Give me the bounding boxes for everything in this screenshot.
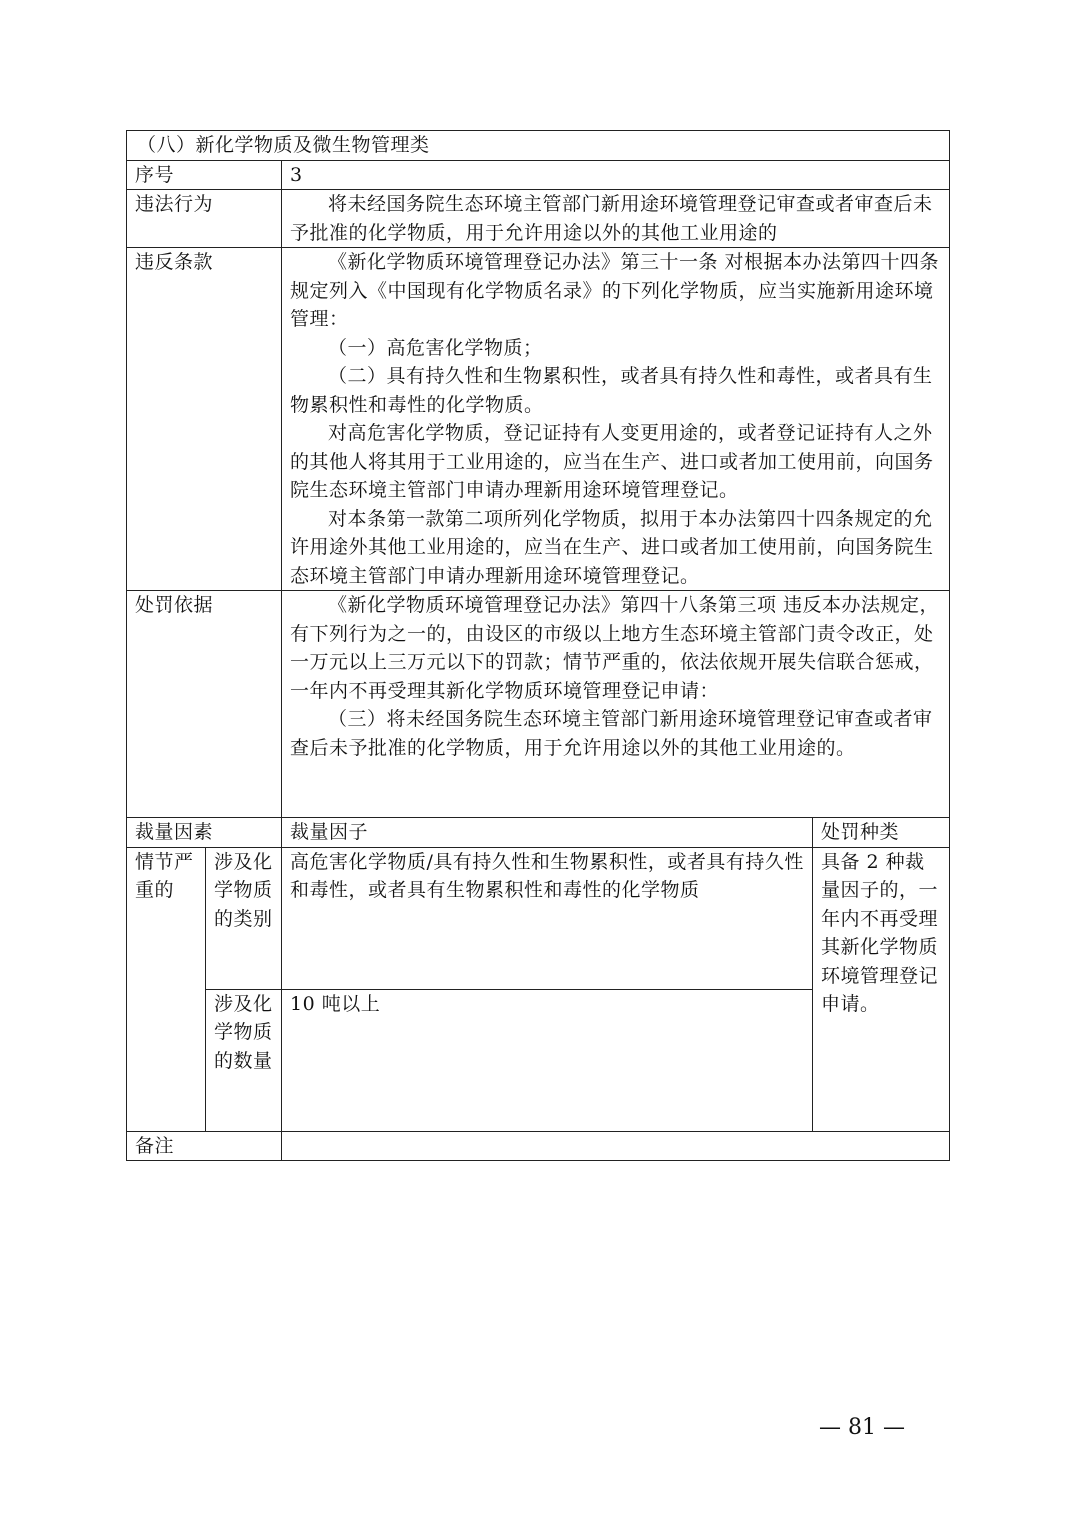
provision-paragraph: 《新化学物质环境管理登记办法》第三十一条 对根据本办法第四十四条规定列入《中国现有化学物质名录》的下列化学物质，应当实施新用途环境管理： (290, 251, 940, 330)
penalty-type-value: 具备 2 种裁量因子的，一年内不再受理其新化学物质环境管理登记申请。 (813, 847, 950, 1131)
section-title: （八）新化学物质及微生物管理类 (127, 131, 950, 161)
section-title-row (127, 131, 950, 161)
seq-row (127, 160, 950, 190)
provision-cell (282, 248, 950, 591)
provision-paragraph: （一）高危害化学物质； (328, 336, 543, 359)
provision-paragraph: 对高危害化学物质，登记证持有人变更用途的，或者登记证持有人之外的其他人将其用于工业用途的，应当在生产、进口或者加工使用前，向国务院生态环境主管部门申请办理新用途环境管理登记。 (290, 422, 934, 501)
provision-paragraph: 对本条第一款第二项所列化学物质，拟用于本办法第四十四条规定的允许用途外其他工业用途的，应当在生产、进口或者加工使用前，向国务院生态环境主管部门申请办理新用途环境管理登记。 (290, 507, 934, 587)
category-factor: 高危害化学物质/具有持久性和生物累积性，或者具有持久性和毒性，或者具有生物累积性和毒性的化学物质 (282, 847, 813, 989)
provision-paragraph: （二）具有持久性和生物累积性，或者具有持久性和毒性，或者具有生物累积性和毒性的化学物质。 (290, 365, 933, 416)
severe-row-1 (127, 847, 950, 989)
seq-value: 3 (282, 160, 950, 190)
violation-text: 将未经国务院生态环境主管部门新用途环境管理登记审查或者审查后未予批准的化学物质，用于允许用途以外的其他工业用途的 (290, 193, 933, 244)
basis-label: 处罚依据 (127, 591, 282, 818)
category-label: 涉及化学物质的类别 (206, 847, 282, 989)
quantity-factor: 10 吨以上 (282, 989, 813, 1131)
violation-cell (282, 190, 950, 248)
discretion-header-row (127, 818, 950, 848)
factor-header: 裁量因子 (282, 818, 813, 848)
violation-label: 违法行为 (127, 190, 282, 248)
penalty-type-header: 处罚种类 (813, 818, 950, 848)
provision-label: 违反条款 (127, 248, 282, 591)
basis-cell (282, 591, 950, 818)
severe-label: 情节严重的 (127, 847, 206, 1131)
penalty-table (126, 130, 950, 1161)
basis-paragraph: （三）将未经国务院生态环境主管部门新用途环境管理登记审查或者审查后未予批准的化学物质，用于允许用途以外的其他工业用途的。 (290, 708, 933, 759)
remarks-value (282, 1131, 950, 1161)
provision-row (127, 248, 950, 591)
page-number: — 81 — (819, 1415, 905, 1440)
basis-row (127, 591, 950, 818)
violation-row (127, 190, 950, 248)
discretion-label: 裁量因素 (127, 818, 282, 848)
quantity-label: 涉及化学物质的数量 (206, 989, 282, 1131)
remarks-row (127, 1131, 950, 1161)
basis-paragraph: 《新化学物质环境管理登记办法》第四十八条第三项 违反本办法规定，有下列行为之一的，由设区的市级以上地方生态环境主管部门责令改正，处一万元以上三万元以下的罚款；情节严重的，依法依规开展失信联合惩戒，一年内不再受理其新化学物质环境管理登记申请： (290, 594, 940, 702)
seq-label: 序号 (127, 160, 282, 190)
remarks-label: 备注 (127, 1131, 282, 1161)
